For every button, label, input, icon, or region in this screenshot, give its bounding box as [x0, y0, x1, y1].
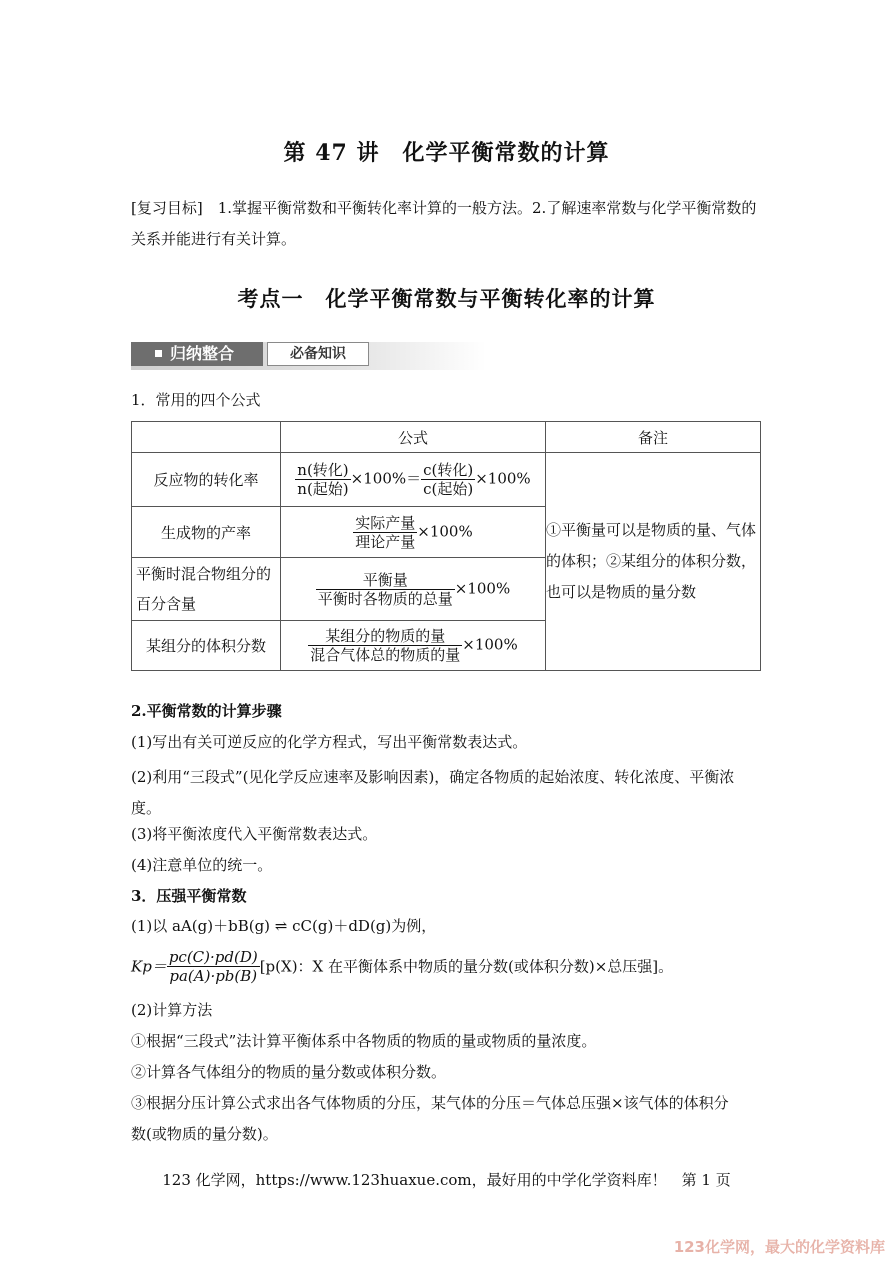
method-heading: (2)计算方法 [131, 1001, 213, 1019]
kp-fraction [167, 948, 260, 985]
kp-expression [131, 948, 673, 985]
fraction: $\frac{\text{n(转化)}}{\text{n(起始)}}$ [297, 461, 349, 498]
method-1: ①根据“三段式”法计算平衡体系中各物质的物质的量或物质的量浓度。 [131, 1032, 597, 1050]
table-header-cell [132, 422, 281, 453]
steps-heading: 2.平衡常数的计算步骤 [131, 702, 282, 720]
table-header-cell: 备注 [546, 422, 761, 453]
review-goal: [复习目标] 1.掌握平衡常数和平衡转化率计算的一般方法。2.了解速率常数与化学平衡常数的关系并能进行有关计算。 [131, 199, 757, 248]
item1-heading: 1．常用的四个公式 [131, 391, 261, 409]
volume-fraction-formula: $\frac{\text{某组分的物质的量}}{\text{混合气体总的物质的量}}$ ×100% [281, 621, 546, 671]
section-heading: 考点一 化学平衡常数与平衡转化率的计算 [237, 286, 656, 311]
table-header-cell: 公式 [281, 422, 546, 453]
watermark: 123化学网，最大的化学资料库 [673, 1238, 885, 1256]
kp-lhs: Kp＝ [131, 957, 167, 976]
fraction: $\frac{\text{c(转化)}}{\text{c(起始)}}$ [423, 461, 474, 498]
kp-tail: [p(X)：X 在平衡体系中物质的量分数(或体积分数)×总压强]。 [259, 957, 674, 976]
step-1: (1)写出有关可逆反应的化学方程式，写出平衡常数表达式。 [131, 733, 528, 751]
banner-light-label: 必备知识 [267, 342, 369, 366]
banner-dark-label: 归纳整合 [170, 344, 235, 363]
yield-formula: $\frac{\text{实际产量}}{\text{理论产量}}$ ×100% [281, 507, 546, 558]
page-footer: 123 化学网，https://www.123huaxue.com，最好用的中学化学资料库！ 第 1 页 [162, 1171, 731, 1189]
row-name: 反应物的转化率 [132, 453, 281, 507]
content-formula: $\frac{\text{平衡量}}{\text{平衡时各物质的总量}}$ ×100% [281, 558, 546, 621]
page-title: 第 47 讲 化学平衡常数的计算 [283, 140, 610, 166]
row-name: 某组分的体积分数 [132, 621, 281, 671]
step-3: (3)将平衡浓度代入平衡常数表达式。 [131, 825, 378, 843]
step-4: (4)注意单位的统一。 [131, 856, 273, 874]
step-2: (2)利用“三段式”(见化学反应速率及影响因素)，确定各物质的起始浓度、转化浓度、平衡浓度。 [131, 768, 735, 817]
fraction: $\frac{\text{某组分的物质的量}}{\text{混合气体总的物质的量}}$ [310, 627, 461, 664]
kp-numerator: pc(C)·pd(D) [168, 948, 258, 966]
table-row [132, 453, 761, 507]
method-3-line2: 数(或物质的量分数)。 [131, 1125, 278, 1143]
kp-denominator: pa(A)·pb(B) [169, 967, 258, 985]
square-bullet-icon [155, 350, 162, 357]
method-3-line1: ③根据分压计算公式求出各气体物质的分压，某气体的分压＝气体总压强×该气体的体积分 [131, 1094, 729, 1112]
row-name: 平衡时混合物组分的百分含量 [132, 558, 281, 621]
row-name: 生成物的产率 [132, 507, 281, 558]
method-2: ②计算各气体组分的物质的量分数或体积分数。 [131, 1063, 447, 1081]
table-header-row [132, 422, 761, 453]
kp-heading: 3．压强平衡常数 [131, 887, 247, 905]
kp-example: (1)以 aA(g)＋bB(g) ⇌ cC(g)＋dD(g)为例， [131, 917, 437, 935]
banner-light-tab [267, 342, 501, 364]
table-note: ①平衡量可以是物质的量、气体的体积；②某组分的体积分数，也可以是物质的量分数 [546, 453, 761, 671]
formula-table [131, 421, 761, 671]
banner-dark-tab [131, 342, 263, 366]
fraction: $\frac{\text{平衡量}}{\text{平衡时各物质的总量}}$ [317, 570, 453, 608]
conversion-formula: $\frac{\text{n(转化)}}{\text{n(起始)}}$ ×100%＝ $\frac{\text{c(转化)}}{\text{c(起始)}}$ ×100% [281, 453, 546, 507]
fraction: $\frac{\text{实际产量}}{\text{理论产量}}$ [355, 513, 416, 551]
section-banner [131, 340, 486, 370]
